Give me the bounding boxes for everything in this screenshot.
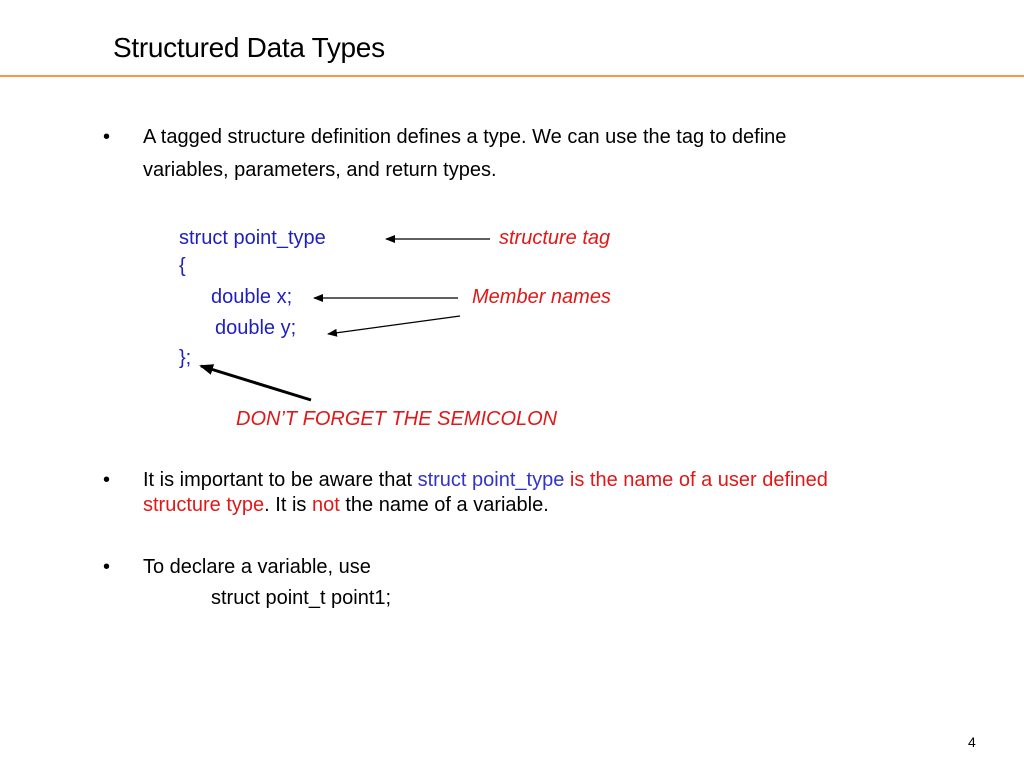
bullet-1-line-1: A tagged structure definition defines a type. We can use the tag to define [143,126,787,148]
bullet-2-line-2 [143,494,549,517]
slide-title: Structured Data Types [113,32,385,63]
bullet-marker: • [103,556,111,578]
arrow-semicolon [201,366,311,400]
bullet-2-red-type: structure type [143,494,265,516]
code-open-brace: { [179,255,186,277]
code-member-x: double x; [211,286,293,308]
annotation-structure-tag: structure tag [499,227,611,249]
bullet-2-code: struct point_type [417,469,565,491]
bullet-2-suffix: the name of a variable. [339,494,549,516]
code-close-brace: }; [179,347,192,369]
annotation-semicolon: DON’T FORGET THE SEMICOLON [236,408,558,430]
bullet-2-prefix: It is important to be aware that [143,469,418,491]
bullet-2-red-text: is the name of a user defined [564,469,828,491]
bullet-marker: • [103,469,111,491]
page-number: 4 [968,734,976,750]
code-struct-line: struct point_type [179,227,326,249]
arrow-member-y [328,316,460,334]
bullet-3-line-1: To declare a variable, use [143,556,371,578]
bullet-marker: • [103,126,111,148]
annotation-member-names: Member names [472,286,611,308]
code-member-y: double y; [215,317,297,339]
bullet-2-not: not [311,494,340,516]
bullet-3-line-2: struct point_t point1; [211,587,392,609]
bullet-2-mid: . It is [264,494,312,516]
bullet-2-line-1 [143,469,828,492]
bullet-1-line-2: variables, parameters, and return types. [143,159,497,181]
